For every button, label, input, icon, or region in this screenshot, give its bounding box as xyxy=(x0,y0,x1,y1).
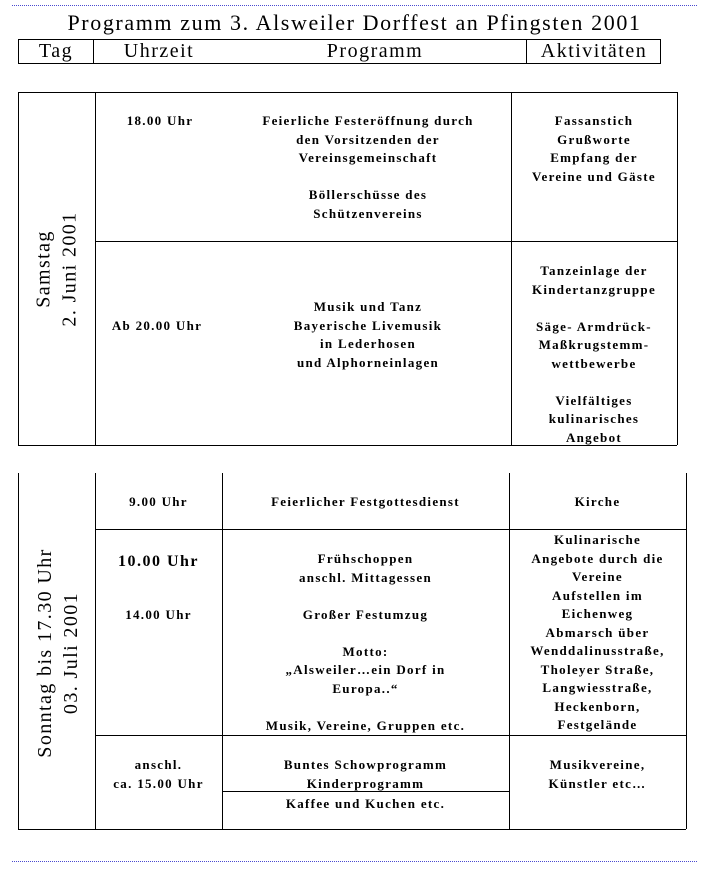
saturday-row1-time: 18.00 Uhr xyxy=(126,113,194,128)
page-title: Programm zum 3. Alsweiler Dorffest an Pfingsten 2001 xyxy=(67,10,642,35)
saturday-row2-activities: Tanzeinlage der Kindertanzgruppe Säge- Armdrück- Maßkrugstemm- wettbewerbe Vielfältiges kulinarisches Angebot xyxy=(531,263,657,445)
sunday-row2-time-second: 14.00 Uhr xyxy=(125,607,192,622)
header-tag: Tag xyxy=(38,40,74,62)
sunday-day-label: Sonntag bis 17.30 Uhr 03. Juli 2001 xyxy=(34,548,82,758)
column-header-row xyxy=(18,39,661,64)
sunday-row3-activities: Musikvereine, Künstler etc… xyxy=(548,757,647,791)
saturday-row1-program: Feierliche Festeröffnung durch den Vorsitzenden der Vereinsgemeinschaft Böllerschüsse des Schützenvereins xyxy=(262,113,474,221)
sunday-row2-program: Frühschoppen anschl. Mittagessen Großer Festumzug Motto: „Alsweiler…ein Dorf in Europa..“ Musik, Vereine, Gruppen etc. xyxy=(265,551,466,733)
header-uhrzeit: Uhrzeit xyxy=(123,40,195,62)
header-programm: Programm xyxy=(326,40,424,62)
sunday-row2-time-bold: 10.00 Uhr xyxy=(117,553,200,570)
sunday-row3-program-bottom: Kaffee und Kuchen etc. xyxy=(285,796,446,811)
bottom-rule xyxy=(12,861,697,862)
sunday-row1-activities: Kirche xyxy=(574,494,621,509)
top-rule xyxy=(12,5,697,6)
saturday-row2-program: Musik und Tanz Bayerische Livemusik in Lederhosen und Alphorneinlagen xyxy=(293,299,443,370)
saturday-day-label: Samstag 2. Juni 2001 xyxy=(32,211,81,327)
sunday-row3-program-top: Buntes Schowprogramm Kinderprogramm xyxy=(283,757,448,791)
saturday-row2-time: Ab 20.00 Uhr xyxy=(111,318,203,333)
sunday-row3-time: anschl. ca. 15.00 Uhr xyxy=(113,757,204,791)
sunday-row2-activities: Kulinarische Angebote durch die Vereine Aufstellen im Eichenweg Abmarsch über Wenddalinusstraße, Tholeyer Straße, Langwiesstraße, Heckenborn, Festgelände xyxy=(530,532,665,732)
saturday-row1-activities: Fassanstich Grußworte Empfang der Vereine und Gäste xyxy=(532,113,656,184)
sunday-row1-time: 9.00 Uhr xyxy=(129,494,188,509)
header-aktivitaeten: Aktivitäten xyxy=(540,40,648,62)
sunday-row1-program: Feierlicher Festgottesdienst xyxy=(271,494,460,509)
